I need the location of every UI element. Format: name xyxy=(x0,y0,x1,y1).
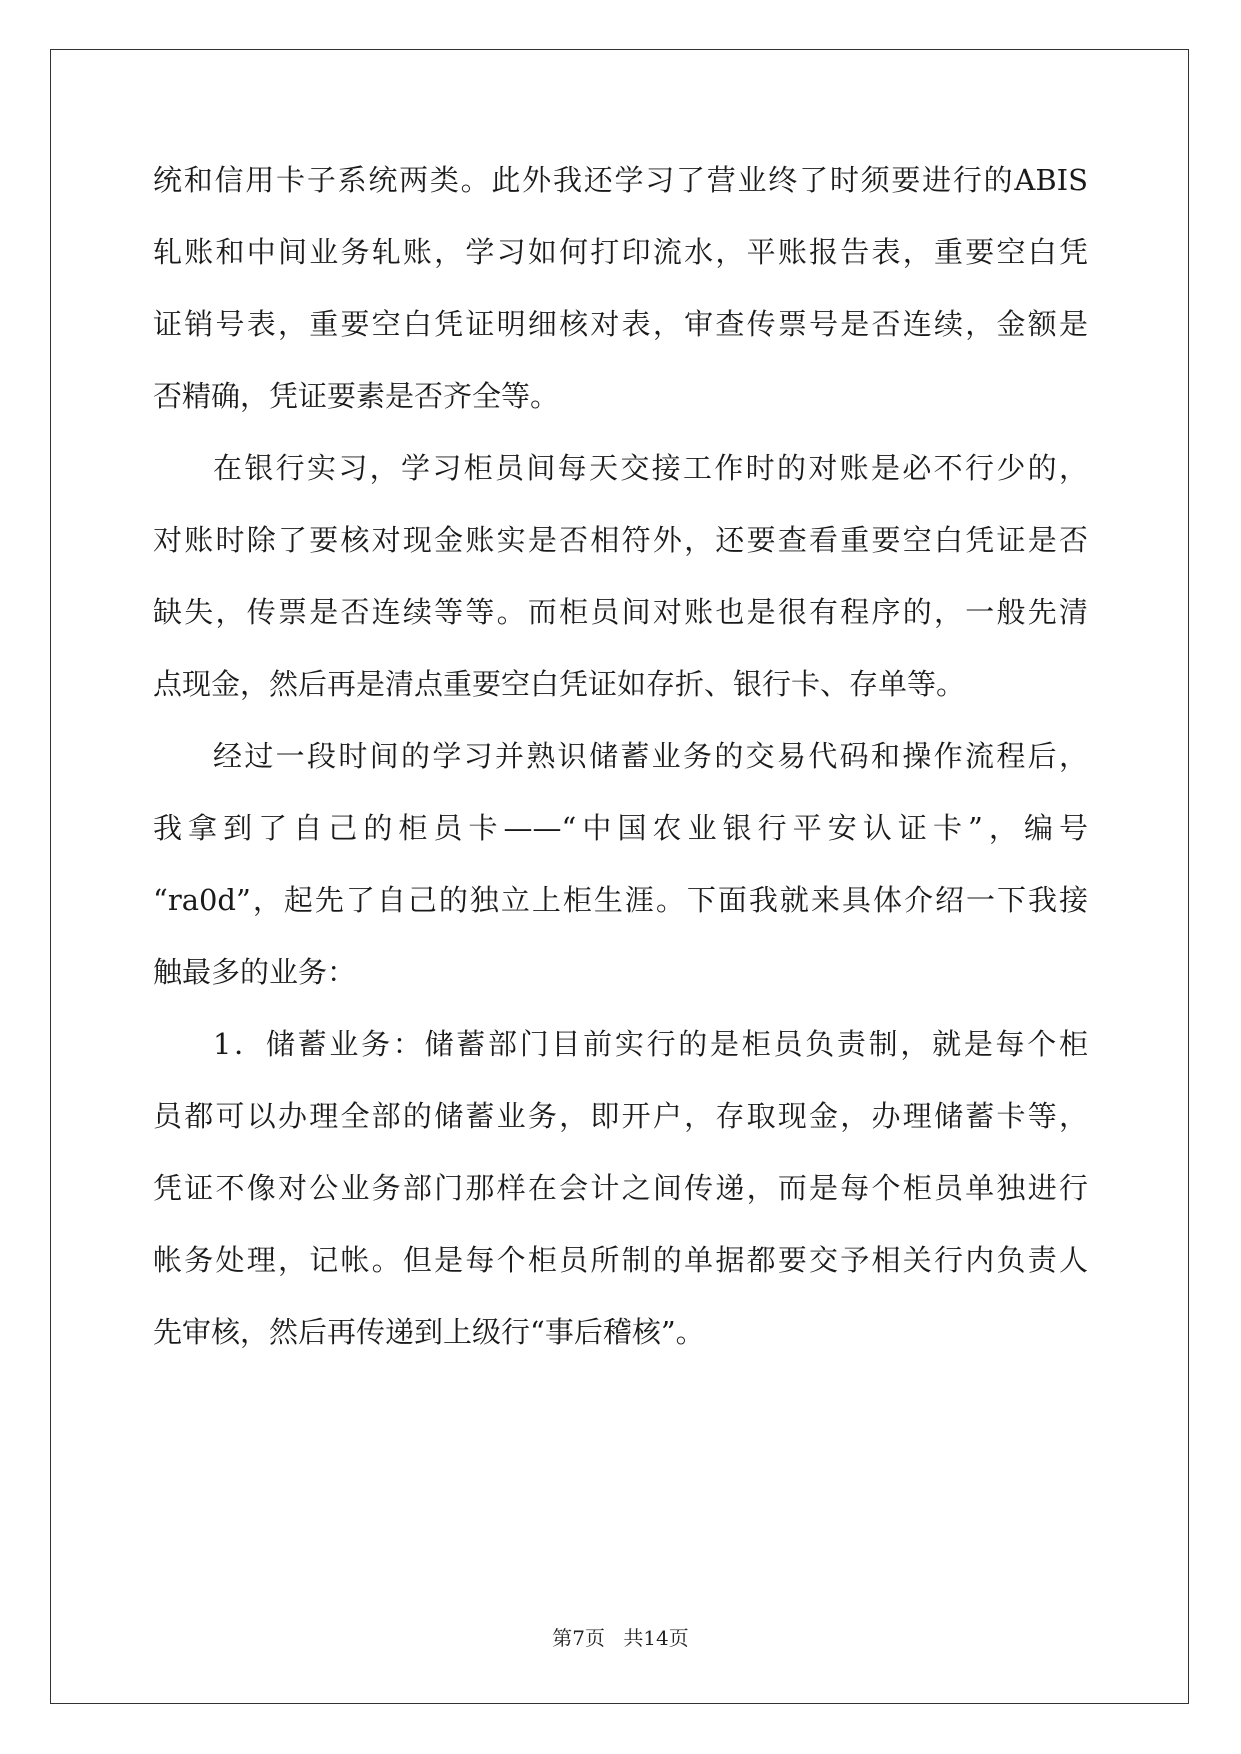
page-footer xyxy=(0,1626,1241,1650)
text-line: 触最多的业务： xyxy=(153,955,357,989)
text-line: 先审核，然后再传递到上级行“事后稽核”。 xyxy=(153,1315,705,1349)
paragraph-first-line: 经过一段时间的学习并熟识储蓄业务的交易代码和操作流程后， xyxy=(213,739,1088,773)
text-line: 员都可以办理全部的储蓄业务，即开户，存取现金，办理储蓄卡等， xyxy=(153,1099,1088,1133)
text-line: 对账时除了要核对现金账实是否相符外，还要查看重要空白凭证是否 xyxy=(153,523,1088,557)
text-line: 点现金，然后再是清点重要空白凭证如存折、银行卡、存单等。 xyxy=(153,667,966,701)
paragraph-first-line: 1．储蓄业务：储蓄部门目前实行的是柜员负责制，就是每个柜 xyxy=(213,1027,1088,1061)
page-total: 共14页 xyxy=(623,1626,689,1650)
text-line: 我拿到了自己的柜员卡——“中国农业银行平安认证卡”，编号 xyxy=(153,811,1088,845)
text-line: 凭证不像对公业务部门那样在会计之间传递，而是每个柜员单独进行 xyxy=(153,1171,1088,1205)
text-line: 统和信用卡子系统两类。此外我还学习了营业终了时须要进行的ABIS xyxy=(153,163,1088,197)
page-number: 第7页 xyxy=(552,1626,605,1650)
text-line: “ra0d”，起先了自己的独立上柜生涯。下面我就来具体介绍一下我接 xyxy=(153,883,1088,917)
page-border xyxy=(50,49,1189,1704)
text-line: 帐务处理，记帐。但是每个柜员所制的单据都要交予相关行内负责人 xyxy=(153,1243,1088,1277)
text-line: 证销号表，重要空白凭证明细核对表，审查传票号是否连续，金额是 xyxy=(153,307,1088,341)
text-line: 否精确，凭证要素是否齐全等。 xyxy=(153,379,560,413)
paragraph-first-line: 在银行实习，学习柜员间每天交接工作时的对账是必不行少的， xyxy=(213,451,1088,485)
text-line: 轧账和中间业务轧账，学习如何打印流水，平账报告表，重要空白凭 xyxy=(153,235,1088,269)
text-line: 缺失，传票是否连续等等。而柜员间对账也是很有程序的，一般先清 xyxy=(153,595,1088,629)
